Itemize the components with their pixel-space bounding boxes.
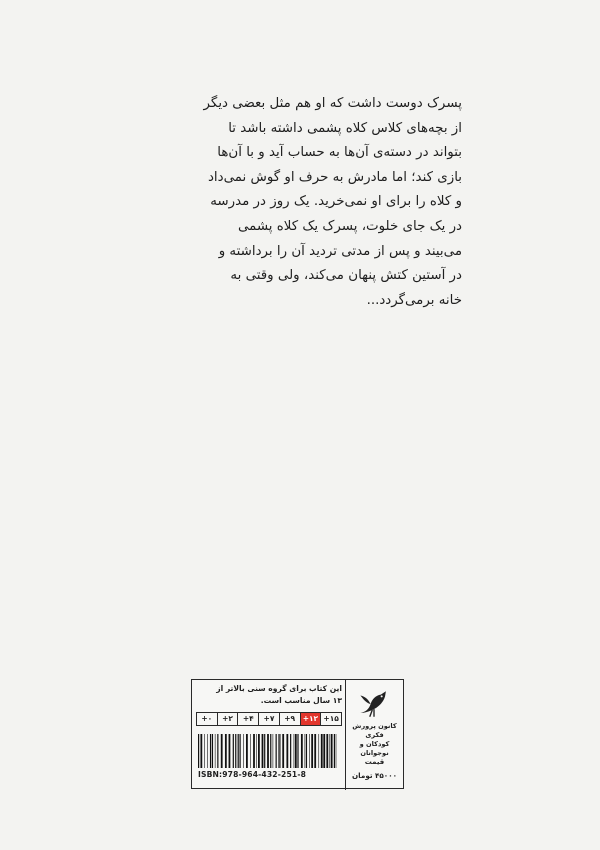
blurb-line: خانه برمی‌گردد... [366,292,462,308]
blurb-line: از بچه‌های کلاس کلاه پشمی داشته باشد تا [228,120,462,136]
blurb-line: در آستین کتش پنهان می‌کند، ولی وقتی به [230,268,462,284]
age-text-line1: این کتاب برای گروه سنی بالاتر از [216,684,342,693]
isbn-number: ISBN:978-964-432-251-8 [198,770,307,779]
blurb-line: و کلاه را برای او نمی‌خرید. یک روز در مدرسه [210,194,462,210]
age-group-cell: +۷ [258,713,279,725]
book-info-box [191,679,404,789]
publisher-name [348,722,401,758]
blurb-line: پسرک دوست داشت که او هم مثل بعضی دیگر [203,96,462,111]
price-value: ۴۵۰۰۰ تومان [352,771,397,780]
blurb-line: در یک جای خلوت، پسرک یک کلاه پشمی [237,218,462,234]
age-group-cell: +۱۵ [320,713,341,725]
publisher-panel [345,680,403,790]
age-group-cell: +۱۲ [300,713,321,725]
isbn-barcode [198,734,340,768]
blurb-line: بتواند در دسته‌ی آن‌ها به حساب آید و با آن‌ها [217,145,462,161]
price-label: قیمت [364,758,385,766]
publisher-bird-logo-icon [357,686,391,722]
back-cover-blurb [128,92,462,313]
age-group-cell: +۰ [201,714,213,723]
age-group-cell: +۴ [237,713,258,725]
age-group-cell: +۲ [217,713,238,725]
age-recommendation-text [196,683,342,707]
publisher-name-line1: کانون پرورش فکری [352,722,397,739]
blurb-line: بازی کند؛ اما مادرش به حرف او گوش نمی‌داد [207,169,462,185]
blurb-line: می‌بیند و پس از مدتی تردید آن را برداشته و [218,243,462,259]
publisher-name-line2: کودکان و نوجوانان [359,740,390,757]
age-group-scale [196,712,342,726]
age-text-line2: ۱۳ سال مناسب است. [260,696,342,705]
age-group-cell: +۹ [279,713,300,725]
